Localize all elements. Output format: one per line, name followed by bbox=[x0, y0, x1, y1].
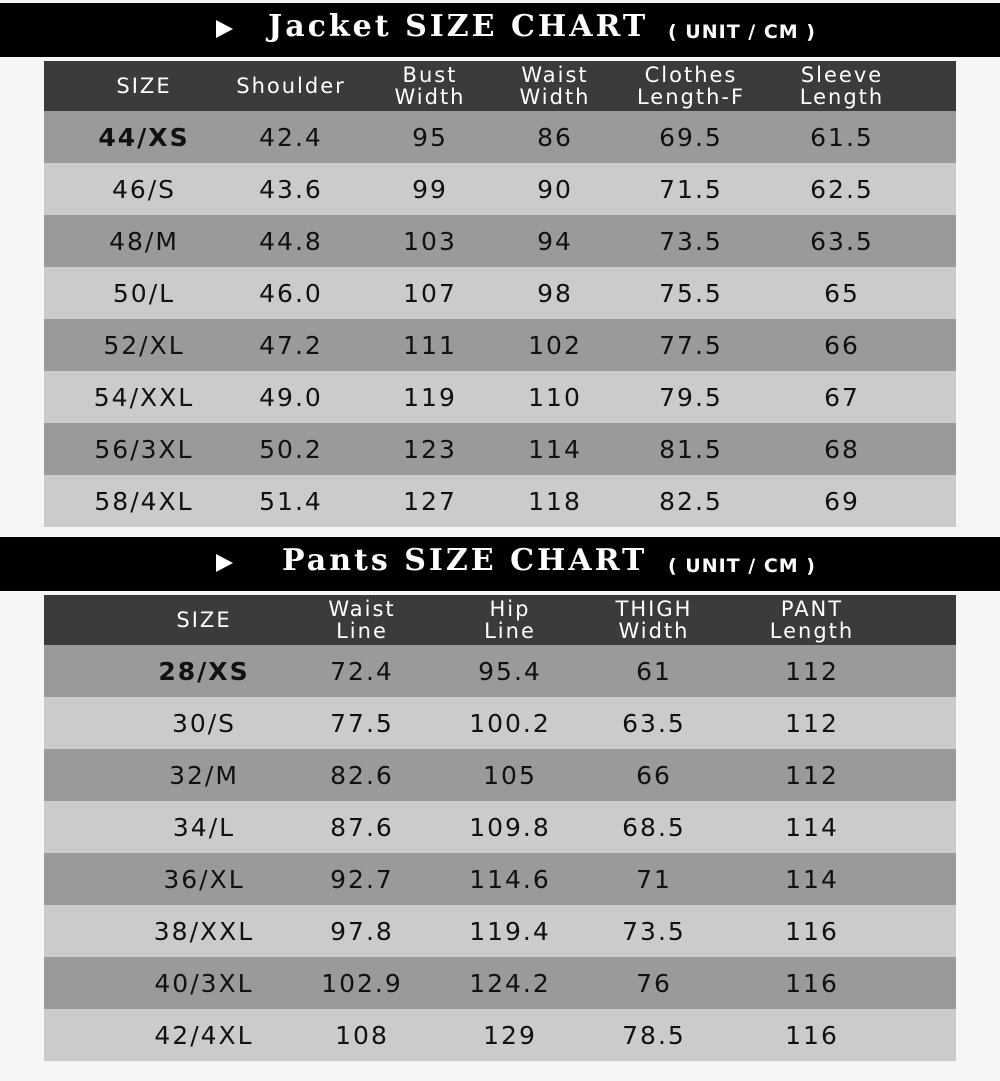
measurement-cell: 81.5 bbox=[659, 434, 723, 464]
measurement-cell: 71.5 bbox=[659, 174, 723, 204]
jacket-chart-title: Jacket SIZE CHART bbox=[268, 9, 649, 44]
pants-unit-label: ( UNIT / CM ) bbox=[668, 555, 816, 577]
measurement-cell: 87.6 bbox=[330, 812, 394, 842]
table-row bbox=[44, 111, 956, 163]
measurement-cell: 77.5 bbox=[330, 708, 394, 738]
measurement-cell: 94 bbox=[537, 226, 573, 256]
measurement-cell: 95 bbox=[412, 122, 448, 152]
measurement-cell: 61 bbox=[636, 656, 672, 686]
jacket-header-row bbox=[44, 61, 956, 111]
measurement-cell: 112 bbox=[785, 760, 839, 790]
measurement-cell: 50.2 bbox=[259, 434, 323, 464]
measurement-cell: 65 bbox=[824, 278, 860, 308]
measurement-cell: 116 bbox=[785, 1020, 839, 1050]
measurement-cell: 67 bbox=[824, 382, 860, 412]
size-cell: 34/L bbox=[172, 812, 236, 842]
measurement-cell: 62.5 bbox=[810, 174, 874, 204]
table-row bbox=[44, 853, 956, 905]
measurement-cell: 97.8 bbox=[330, 916, 394, 946]
measurement-cell: 100.2 bbox=[469, 708, 551, 738]
table-row bbox=[44, 215, 956, 267]
measurement-cell: 43.6 bbox=[259, 174, 323, 204]
measurement-cell: 92.7 bbox=[330, 864, 394, 894]
jacket-size-table bbox=[44, 61, 956, 527]
table-row bbox=[44, 475, 956, 527]
measurement-cell: 112 bbox=[785, 708, 839, 738]
measurement-cell: 66 bbox=[824, 330, 860, 360]
measurement-cell: 112 bbox=[785, 656, 839, 686]
measurement-cell: 110 bbox=[528, 382, 582, 412]
measurement-cell: 116 bbox=[785, 916, 839, 946]
measurement-cell: 61.5 bbox=[810, 122, 874, 152]
measurement-cell: 69.5 bbox=[659, 122, 723, 152]
size-cell: 54/XXL bbox=[93, 382, 195, 412]
size-cell: 44/XS bbox=[98, 122, 190, 152]
measurement-cell: 107 bbox=[403, 278, 457, 308]
table-row bbox=[44, 163, 956, 215]
size-cell: 30/S bbox=[171, 708, 237, 738]
measurement-cell: 63.5 bbox=[810, 226, 874, 256]
measurement-cell: 108 bbox=[335, 1020, 389, 1050]
pants-chart-title: Pants SIZE CHART bbox=[282, 543, 648, 578]
size-cell: 36/XL bbox=[163, 864, 245, 894]
measurement-cell: 111 bbox=[403, 330, 457, 360]
measurement-cell: 76 bbox=[636, 968, 672, 998]
size-cell: 42/4XL bbox=[154, 1020, 254, 1050]
column-header: Waist Line bbox=[328, 597, 396, 643]
measurement-cell: 78.5 bbox=[622, 1020, 686, 1050]
measurement-cell: 95.4 bbox=[478, 656, 542, 686]
size-cell: 32/M bbox=[169, 760, 239, 790]
measurement-cell: 123 bbox=[403, 434, 457, 464]
measurement-cell: 90 bbox=[537, 174, 573, 204]
measurement-cell: 51.4 bbox=[259, 486, 323, 516]
measurement-cell: 42.4 bbox=[259, 122, 323, 152]
measurement-cell: 119.4 bbox=[469, 916, 551, 946]
measurement-cell: 114 bbox=[785, 864, 839, 894]
table-row bbox=[44, 1009, 956, 1061]
size-cell: 48/M bbox=[109, 226, 179, 256]
measurement-cell: 127 bbox=[403, 486, 457, 516]
table-row bbox=[44, 267, 956, 319]
measurement-cell: 82.5 bbox=[659, 486, 723, 516]
column-header: Waist Width bbox=[519, 63, 591, 109]
measurement-cell: 47.2 bbox=[259, 330, 323, 360]
jacket-banner bbox=[0, 3, 1000, 57]
measurement-cell: 116 bbox=[785, 968, 839, 998]
measurement-cell: 63.5 bbox=[622, 708, 686, 738]
table-row bbox=[44, 957, 956, 1009]
column-header: THIGH Width bbox=[615, 597, 693, 643]
column-header: Clothes Length-F bbox=[636, 63, 746, 109]
jacket-unit-label: ( UNIT / CM ) bbox=[668, 21, 816, 43]
measurement-cell: 71 bbox=[636, 864, 672, 894]
measurement-cell: 109.8 bbox=[469, 812, 551, 842]
measurement-cell: 75.5 bbox=[659, 278, 723, 308]
table-row bbox=[44, 749, 956, 801]
size-cell: 50/L bbox=[112, 278, 176, 308]
pants-size-table bbox=[44, 595, 956, 1061]
size-cell: 56/3XL bbox=[94, 434, 194, 464]
measurement-cell: 73.5 bbox=[622, 916, 686, 946]
measurement-cell: 119 bbox=[403, 382, 457, 412]
measurement-cell: 129 bbox=[483, 1020, 537, 1050]
play-arrow-icon bbox=[216, 20, 233, 38]
measurement-cell: 118 bbox=[528, 486, 582, 516]
play-arrow-icon bbox=[216, 554, 233, 572]
column-header: Hip Line bbox=[484, 597, 536, 643]
table-row bbox=[44, 645, 956, 697]
measurement-cell: 99 bbox=[412, 174, 448, 204]
measurement-cell: 114 bbox=[785, 812, 839, 842]
column-header: Sleeve Length bbox=[799, 63, 885, 109]
column-header: SIZE bbox=[176, 608, 232, 632]
size-cell: 38/XXL bbox=[153, 916, 255, 946]
measurement-cell: 114.6 bbox=[469, 864, 551, 894]
measurement-cell: 82.6 bbox=[330, 760, 394, 790]
measurement-cell: 79.5 bbox=[659, 382, 723, 412]
pants-header-row bbox=[44, 595, 956, 645]
measurement-cell: 77.5 bbox=[659, 330, 723, 360]
measurement-cell: 49.0 bbox=[259, 382, 323, 412]
pants-banner bbox=[0, 537, 1000, 591]
table-row bbox=[44, 319, 956, 371]
size-cell: 52/XL bbox=[103, 330, 185, 360]
measurement-cell: 44.8 bbox=[259, 226, 323, 256]
size-cell: 46/S bbox=[111, 174, 177, 204]
table-row bbox=[44, 697, 956, 749]
measurement-cell: 103 bbox=[403, 226, 457, 256]
table-row bbox=[44, 371, 956, 423]
size-cell: 40/3XL bbox=[154, 968, 254, 998]
measurement-cell: 102.9 bbox=[321, 968, 403, 998]
measurement-cell: 68.5 bbox=[622, 812, 686, 842]
size-cell: 58/4XL bbox=[94, 486, 194, 516]
measurement-cell: 102 bbox=[528, 330, 582, 360]
measurement-cell: 124.2 bbox=[469, 968, 551, 998]
measurement-cell: 69 bbox=[824, 486, 860, 516]
measurement-cell: 86 bbox=[537, 122, 573, 152]
column-header: Shoulder bbox=[236, 74, 346, 98]
column-header: PANT Length bbox=[769, 597, 855, 643]
measurement-cell: 66 bbox=[636, 760, 672, 790]
measurement-cell: 46.0 bbox=[259, 278, 323, 308]
table-row bbox=[44, 423, 956, 475]
column-header: SIZE bbox=[116, 74, 172, 98]
measurement-cell: 98 bbox=[537, 278, 573, 308]
size-cell: 28/XS bbox=[158, 656, 250, 686]
table-row bbox=[44, 905, 956, 957]
measurement-cell: 114 bbox=[528, 434, 582, 464]
column-header: Bust Width bbox=[394, 63, 466, 109]
table-row bbox=[44, 801, 956, 853]
measurement-cell: 72.4 bbox=[330, 656, 394, 686]
measurement-cell: 105 bbox=[483, 760, 537, 790]
measurement-cell: 68 bbox=[824, 434, 860, 464]
measurement-cell: 73.5 bbox=[659, 226, 723, 256]
